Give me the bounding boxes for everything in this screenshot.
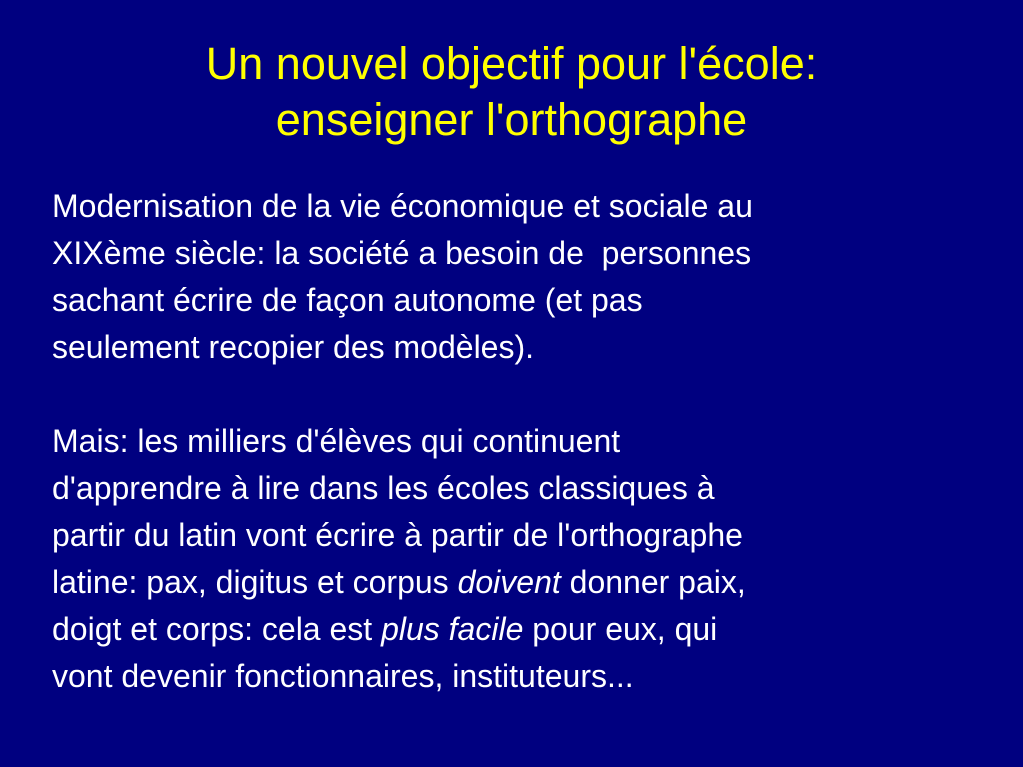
paragraph-line: partir du latin vont écrire à partir de l'orthographe (52, 517, 743, 553)
paragraph-line: vont devenir fonctionnaires, instituteurs... (52, 658, 634, 694)
emphasis-doivent: doivent (457, 564, 561, 600)
paragraph-line: d'apprendre à lire dans les écoles classiques à (52, 470, 715, 506)
paragraph-spacer (52, 371, 992, 418)
paragraph-mais (52, 418, 992, 700)
text-segment: doigt et corps: cela est (52, 611, 382, 647)
slide-body (52, 183, 992, 700)
text-segment: pour eux, qui (523, 611, 718, 647)
slide-title (0, 36, 1023, 148)
paragraph-line: XIXème siècle: la société a besoin de personnes (52, 235, 752, 271)
paragraph-line: Modernisation de la vie économique et sociale au (52, 188, 753, 224)
paragraph-line (52, 559, 992, 606)
text-segment: latine: pax, digitus et corpus (52, 564, 458, 600)
paragraph-line: sachant écrire de façon autonome (et pas (52, 282, 643, 318)
paragraph-line (52, 606, 992, 653)
title-line-1: Un nouvel objectif pour l'école: (205, 38, 818, 89)
emphasis-plus-facile: plus facile (381, 611, 524, 647)
paragraph-line: seulement recopier des modèles). (52, 329, 535, 365)
text-segment: donner paix, (560, 564, 746, 600)
paragraph-modernisation (52, 183, 992, 371)
title-line-2: enseigner l'orthographe (275, 94, 748, 145)
paragraph-line: Mais: les milliers d'élèves qui continuent (52, 423, 621, 459)
